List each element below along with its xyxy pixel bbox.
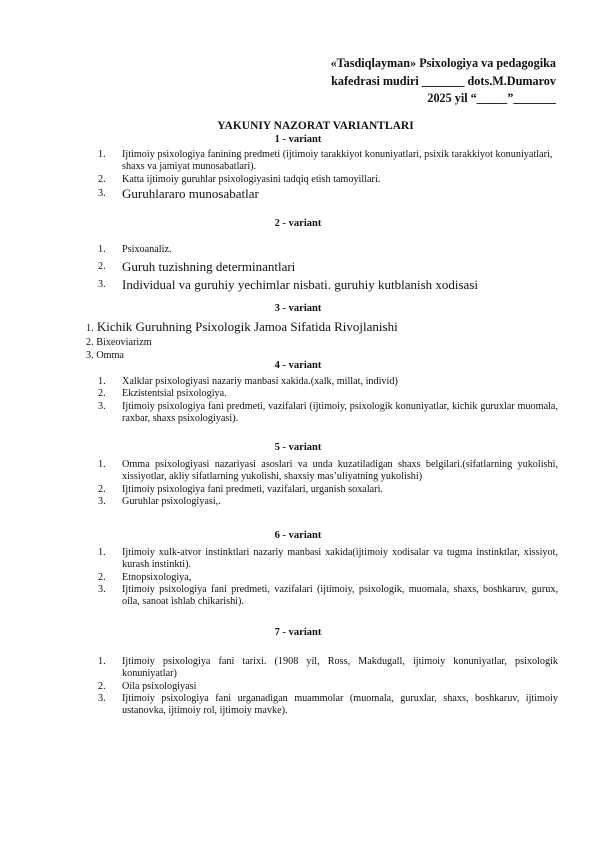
variant-3-list (86, 319, 556, 362)
list-item: 3. Guruhlar psixologiyasi,. (98, 495, 221, 507)
list-item: 3. Ijtimoiy psixologiya fani predmeti, vazifalari (ijtimoiy, psixologik konuniyatlar, kichik guruxlar muomala, raxbar, shaxs psixologiyasi). (98, 400, 558, 424)
variant-6-heading: 6 - variant (274, 530, 322, 541)
list-item: 1. Xalklar psixologiyasi nazariy manbasi xakida.(xalk, millat, individ) (98, 376, 398, 387)
variant-4-list (98, 376, 558, 425)
list-item: 3. Ijtimoiy psixologiya fani predmeti, vazifalari (ijtimoiy, psixologik, muomala, shaxs, boshkaruv, gurux, oila, sanoat ishlab chikarishi). (98, 583, 558, 608)
list-item: 1. Kichik Guruhning Psixologik Jamoa Sifatida Rivojlanishi (86, 319, 398, 334)
variant-1-list (98, 149, 558, 201)
variant-7-heading: 7 - variant (274, 627, 322, 638)
variant-3-heading: 3 - variant (274, 303, 322, 314)
list-item: 1. Psixoanaliz. (98, 244, 172, 255)
list-item: 1. Ijtimoiy psixologiya fani tarixi. (1908 yil, Ross, Makdugall, ijtimoiy konuniyatlar, psixologik konuniyatlar) (98, 656, 558, 680)
list-item: 3. Individual va guruhiy yechimlar nisbati. guruhiy kutblanish xodisasi (98, 277, 479, 293)
list-item: 1. Ijtimoiy psixologiya fanining predmeti (ijtimoiy tarakkiyot konuniyatlari, psixik tarakkiyot konuniyatlari, shaxs va jamiyat munosabatlari). (98, 149, 553, 173)
list-item: 2. Oila psixologiyasi (98, 680, 197, 692)
list-item: 3. Ijtimoiy psixologiya fani urganadigan muammolar (muomala, guruxlar, shaxs, boshkaruv, ijtimoiy ustanovka, ijtimoiy rol, ijtimoiy mavke). (98, 692, 558, 717)
list-item: 3. Omma (86, 350, 124, 361)
list-item: 1. Ijtimoiy xulk-atvor instinktlari nazariy manbasi xakida(ijtimoiy xodisalar va tugma instinktlar, xissiyot, kurash instinkti). (98, 547, 558, 571)
approval-line-2: kafedrasi mudiri _______ dots.M.Dumarov (331, 73, 556, 88)
variant-5-list (98, 459, 558, 508)
approval-block (256, 55, 556, 108)
list-item: 2. Guruh tuzishning determinantlari (98, 259, 296, 275)
list-item: 2. Etnopsixologiya, (98, 571, 192, 583)
variant-4-heading: 4 - variant (274, 360, 322, 371)
approval-line-3: 2025 yil “_____”_______ (427, 91, 556, 105)
list-item: 2. Ijtimoiy psixologiya fani predmeti, vazifalari, urganish soxalari. (98, 483, 383, 495)
list-item: 1. Omma psixologiyasi nazariyasi asoslari va unda kuzatiladigan shaxs belgilari.(sifatlarning yukolishi, xissiyotlar, akliy sifatlarning yukolishi, shaxsiy mas’uliyatning yukolishi) (98, 459, 558, 483)
variant-2-heading: 2 - variant (274, 218, 322, 229)
variant-5-heading: 5 - variant (274, 442, 322, 453)
list-item: 3. Guruhlararo munosabatlar (98, 185, 259, 201)
variant-2-list (98, 244, 558, 292)
variant-7-list (98, 656, 558, 717)
variant-6-list (98, 547, 558, 608)
document-title-text: YAKUNIY NAZORAT VARIANTLARI (217, 120, 414, 132)
approval-line-1: «Tasdiqlayman» Psixologiya va pedagogika (330, 56, 556, 70)
list-item: 2. Ekzistentsial psixologiya. (98, 388, 227, 400)
list-item: 2. Katta ijtimoiy guruhlar psixologiyasini tadqiq etish tamoyillari. (98, 173, 381, 185)
list-item: 2. Bixeoviarizm (86, 337, 152, 348)
variant-1-heading: 1 - variant (274, 134, 322, 145)
document-title (0, 120, 596, 132)
